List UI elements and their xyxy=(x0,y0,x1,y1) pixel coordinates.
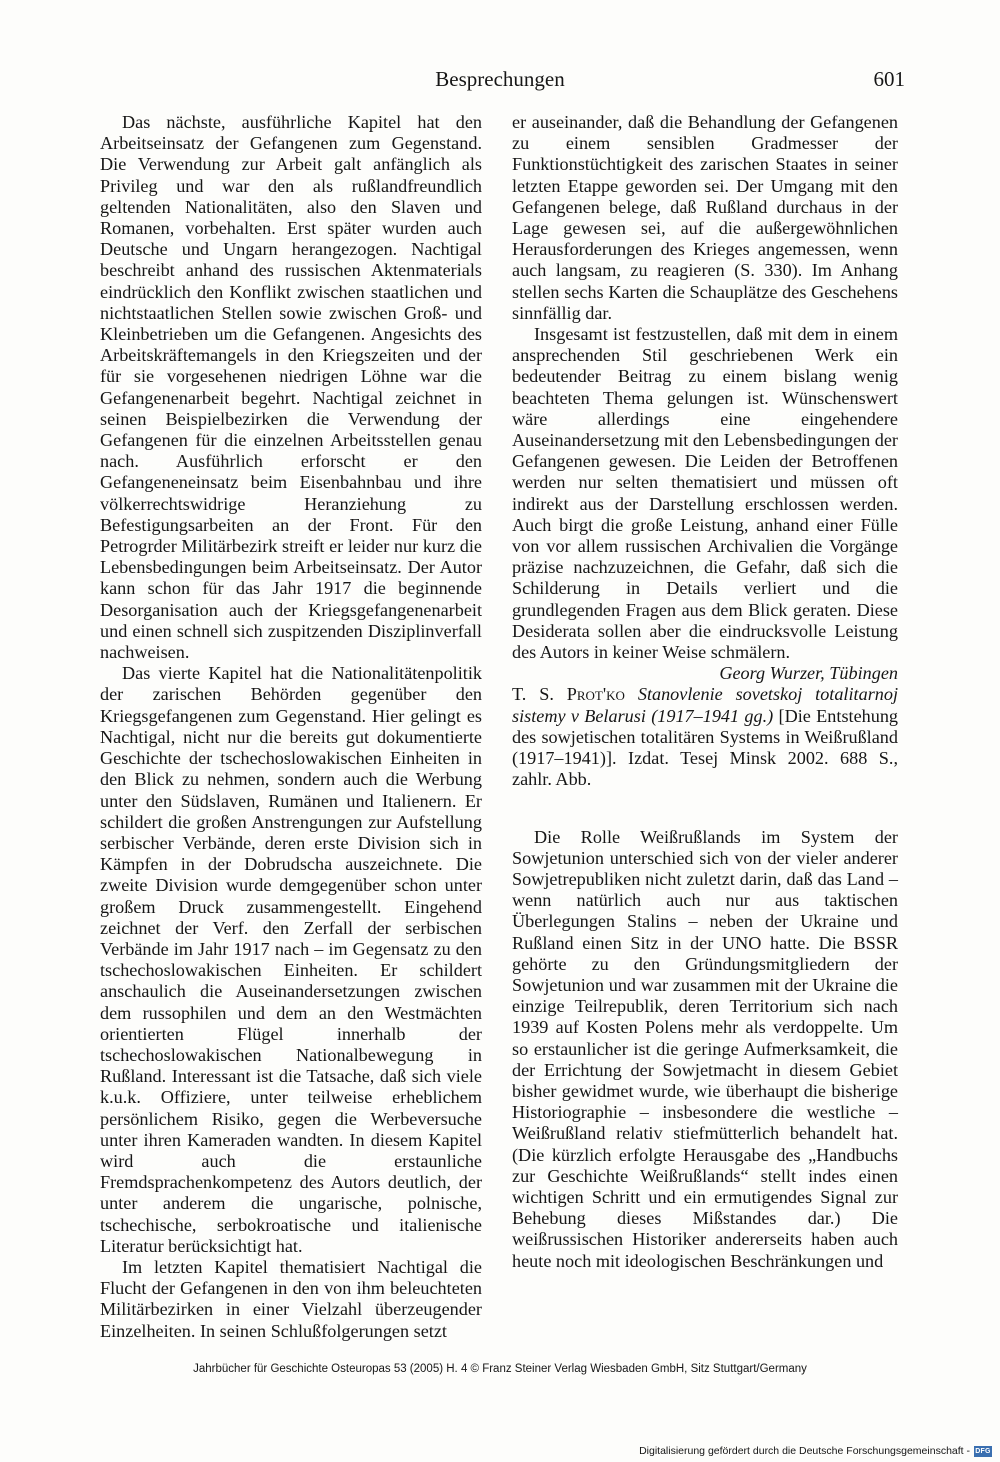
dfg-logo-icon: DFG xyxy=(975,1448,991,1455)
right-column xyxy=(512,112,898,1272)
page-number: 601 xyxy=(873,67,905,91)
book-title: Stanovlenie sovetskoj totalitarnoj sistemy v Belarusi (1917–1941 gg.) xyxy=(512,684,899,726)
bibliographic-entry xyxy=(512,684,898,790)
digitization-text: Digitalisierung gefördert durch die Deutsche Forschungsgemeinschaft - xyxy=(639,1445,970,1457)
paragraph: Das vierte Kapitel hat die Nationalitätenpolitik der zarischen Behörden gegenüber den Kriegsgefangenen zum Gegenstand. Hier gelingt es Nachtigal, nicht nur die bereits gut dokumentierte Geschichte der tschechoslowakischen Einheiten in den Blick zu nehmen, sondern auch die Werbung unter den Südslaven, Rumänen und Italienern. Er schildert die großen Anstrengungen zur Aufstellung serbischer Verbände, deren erste Division sich in Kämpfen in der Dobrudscha auszeichnete. Die zweite Division wurde demgegenüber schon unter großem Druck zusammengestellt. Eingehend zeichnet der Verf. den Zerfall der serbischen Verbände im Jahr 1917 nach – im Gegensatz zu den tschechoslowakischen Einheiten. Er schildert anschaulich die Auseinandersetzungen zwischen dem russophilen und dem an den Westmächten orientierten Flügel innerhalb der tschechoslowakischen Nationalbewegung in Rußland. Interessant ist die Tatsache, daß sich viele k.u.k. Offiziere, unter teilweise erheblichem persönlichem Risiko, gegen die Werbeversuche unter ihren Kameraden wandten. In diesem Kapitel wird auch die erstaunliche Fremdsprachenkompetenz des Autors deutlich, der unter anderem die ungarische, polnische, tschechische, serbokroatische und italienische Literatur berücksichtigt hat. xyxy=(100,663,482,1256)
paragraph: Insgesamt ist festzustellen, daß mit dem in einem ansprechenden Stil geschriebenen Werk ein bedeutender Beitrag zu einem bislang wenig beachteten Thema gelungen ist. Wünschenswert wäre allerdings eine eingehendere Auseinandersetzung mit den Lebensbedingungen der Gefangenen gewesen. Die Leiden der Betroffenen werden nur selten thematisiert und müssen oft indirekt aus der Darstellung erschlossen werden. Auch birgt die große Leistung, anhand einer Fülle von vor allem russischen Archivalien die Vorgänge präzise nachzuzeichnen, die Gefahr, daß sich die Schilderung in Details verliert und die grundlegenden Fragen aus dem Blick geraten. Diese Desiderata sollen aber die eindrucksvolle Leistung des Autors in keiner Weise schmälern. xyxy=(512,324,898,663)
review-signature: Georg Wurzer, Tübingen xyxy=(719,663,898,684)
paragraph: Das nächste, ausführliche Kapitel hat den Arbeitseinsatz der Gefangenen zum Gegenstand. Die Verwendung zur Arbeit galt anfänglich als Privileg und war den als rußlandfreundlich geltenden Nationalitäten, also den Slaven und Romanen, vorbehalten. Erst später wurden auch Deutsche und Ungarn herangezogen. Nachtigal beschreibt anhand des russischen Aktenmaterials eindrücklich den Konflikt zwischen staatlichen und nichtstaatlichen Stellen sowie zwischen Groß- und Kleinbetrieben um die Gefangenen. Angesichts des Arbeitskräftemangels in den Kriegszeiten und der für sie vorgesehenen niedrigen Löhne war die Gefangenenarbeit begehrt. Nachtigal zeichnet in seinen Beispielbezirken die Verwendung der Gefangenen für die einzelnen Arbeitsstellen genau nach. Ausführlich erforscht er den Gefangeneneinsatz beim Eisenbahnbau und ihre völkerrechtswidrige Heranziehung zu Befestigungsarbeiten an der Front. Für den Petrogrder Militärbezirk streift er leider nur kurz die Lebensbedingungen beim Arbeitseinsatz. Der Autor kann schon für das Jahr 1917 die beginnende Desorganisation auch der Kriegsgefangenenarbeit und einen schnell sich zuspitzenden Disziplinverfall nachweisen. xyxy=(100,112,482,663)
section-spacer xyxy=(512,791,898,827)
journal-footer: Jahrbücher für Geschichte Osteuropas 53 (2005) H. 4 © Franz Steiner Verlag Wiesbaden GmbH, Sitz Stuttgart/Germany xyxy=(193,1363,807,1375)
paragraph: Im letzten Kapitel thematisiert Nachtigal die Flucht der Gefangenen in den von ihm beleuchteten Militärbezirken in einer Vielzahl überzeugender Einzelheiten. In seinen Schlußfolgerungen setzt xyxy=(100,1256,482,1341)
paragraph: Die Rolle Weißrußlands im System der Sowjetunion unterschied sich von der vieler anderer Sowjetrepubliken nicht zuletzt darin, daß das Land – wenn natürlich auch nur aus taktischen Überlegungen Stalins – neben der Ukraine und Rußland einen Sitz in der UNO hatte. Die BSSR gehörte zu den Gründungsmitgliedern der Sowjetunion und war zusammen mit der Ukraine die einzige Teilrepublik, deren Territorium sich nach 1939 auf Kosten Polens mehr als verdoppelte. Um so erstaunlicher ist die geringe Aufmerksamkeit, die der Errichtung der Sowjetmacht in diesem Gebiet bisher gewidmet wurde, wie überhaupt die bisherige Historiographie – insbesondere die westliche – Weißrußland relativ stiefmütterlich behandelt hat. (Die kürzlich erfolgte Herausgabe des „Handbuchs zur Geschichte Weißrußlands“ stellt indes einen wichtigen Schritt und ein ermutigendes Signal zur Behebung dieses Mißstandes dar.) Die weißrussischen Historiker andererseits haben auch heute noch mit ideologischen Beschränkungen und xyxy=(512,826,898,1271)
paragraph: er auseinander, daß die Behandlung der Gefangenen zu einem sensiblen Gradmesser der Funktionstüchtigkeit des zarischen Staates in seiner letzten Etappe geworden sei. Der Umgang mit den Gefangenen belege, daß Rußland durchaus in der Lage gewesen sei, auf die außergewöhnlichen Herausforderungen des Krieges angemessen, wenn auch langsam, zu reagieren (S. 330). Im Anhang stellen sechs Karten die Schauplätze des Geschehens sinnfällig dar. xyxy=(512,112,898,323)
book-author: T. S. Prot'ko xyxy=(512,684,625,705)
book-details: [Die Entstehung des sowjetischen totalitären Systems in Weißrußland (1917–1941)]. Izdat. Tesej Minsk 2002. 688 S., zahlr. Abb. xyxy=(512,705,899,790)
left-column xyxy=(100,112,482,1342)
running-head: Besprechungen xyxy=(435,67,565,91)
digitization-notice xyxy=(639,1445,992,1458)
